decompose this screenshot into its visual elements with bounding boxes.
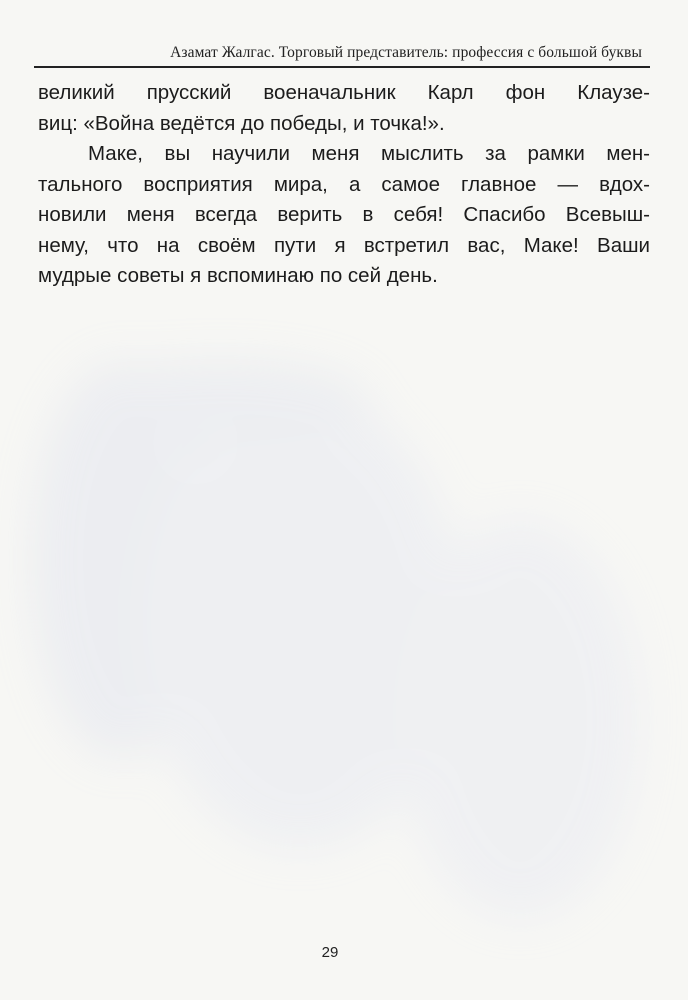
text-line: новили меня всегда верить в себя! Спасибо Всевыш- xyxy=(38,203,650,226)
page-body-text xyxy=(38,78,650,292)
text-line: тального восприятия мира, а самое главное — вдох- xyxy=(38,172,650,196)
text-line: великий прусский военачальник Карл фон Клаузе- xyxy=(38,81,650,104)
text-line: нему, что на своём пути я встретил вас, Маке! Ваши xyxy=(38,233,650,257)
text-line: виц: «Война ведётся до победы, и точка!». xyxy=(38,111,445,135)
text-line: мудрые советы я вспоминаю по сей день. xyxy=(38,264,438,287)
running-title: Азамат Жалгас. Торговый представитель: профессия с большой буквы xyxy=(170,44,642,61)
page-number: 29 xyxy=(321,944,339,961)
text-line: Маке, вы научили меня мыслить за рамки мен- xyxy=(88,142,650,165)
running-header xyxy=(34,40,650,68)
